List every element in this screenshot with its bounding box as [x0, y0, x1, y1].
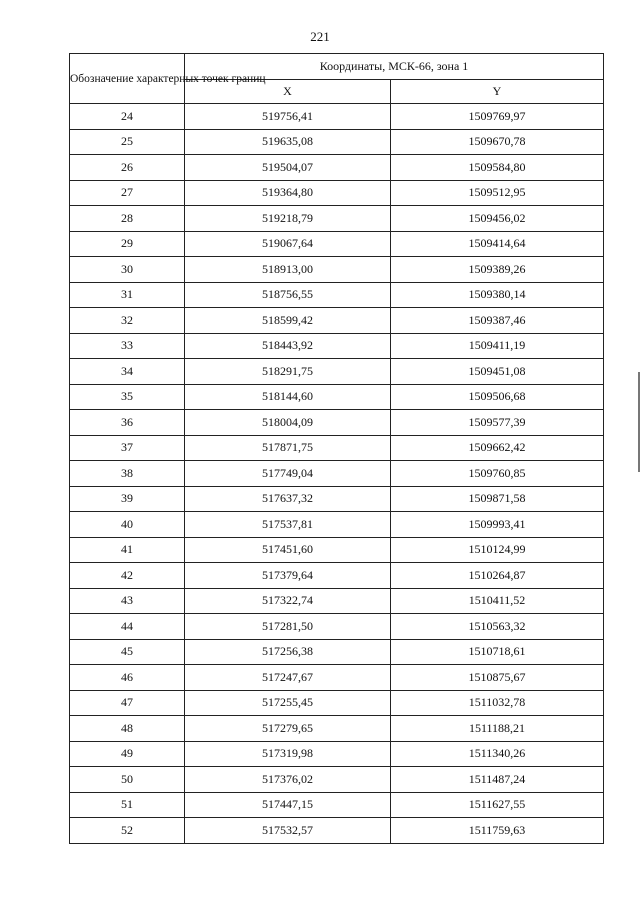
table-row	[70, 461, 604, 487]
page-number: 221	[310, 29, 330, 44]
x-coordinate-cell: 517255,45	[185, 690, 391, 716]
point-number-cell: 30	[70, 257, 185, 283]
x-coordinate-cell: 519635,08	[185, 129, 391, 155]
table-row	[70, 104, 604, 130]
point-number-cell: 39	[70, 486, 185, 512]
y-coordinate-cell: 1511032,78	[391, 690, 604, 716]
x-coordinate-cell: 517447,15	[185, 792, 391, 818]
x-coordinate-cell: 519756,41	[185, 104, 391, 130]
table-body	[70, 104, 604, 844]
point-number-cell: 48	[70, 716, 185, 742]
x-coordinate-cell: 517247,67	[185, 665, 391, 691]
x-coordinate-cell: 519504,07	[185, 155, 391, 181]
point-number-cell: 37	[70, 435, 185, 461]
point-number-cell: 52	[70, 818, 185, 844]
point-label-header: Обозначение характерных точек границ	[70, 54, 185, 104]
y-coordinate-cell: 1510718,61	[391, 639, 604, 665]
x-coordinate-cell: 517319,98	[185, 741, 391, 767]
table-row	[70, 767, 604, 793]
x-coordinate-cell: 517537,81	[185, 512, 391, 538]
table-row	[70, 665, 604, 691]
x-coordinate-cell: 518291,75	[185, 359, 391, 385]
table-row	[70, 588, 604, 614]
y-coordinate-cell: 1509506,68	[391, 384, 604, 410]
table-row	[70, 639, 604, 665]
x-coordinate-cell: 517376,02	[185, 767, 391, 793]
point-number-cell: 25	[70, 129, 185, 155]
table-row	[70, 512, 604, 538]
x-header: X	[185, 80, 391, 104]
x-coordinate-cell: 517281,50	[185, 614, 391, 640]
point-number-cell: 38	[70, 461, 185, 487]
x-coordinate-cell: 517637,32	[185, 486, 391, 512]
table-row	[70, 410, 604, 436]
table-row	[70, 741, 604, 767]
point-number-cell: 32	[70, 308, 185, 334]
x-coordinate-cell: 518443,92	[185, 333, 391, 359]
point-number-cell: 43	[70, 588, 185, 614]
table-row	[70, 359, 604, 385]
x-coordinate-cell: 517279,65	[185, 716, 391, 742]
point-number-cell: 29	[70, 231, 185, 257]
y-coordinate-cell: 1509380,14	[391, 282, 604, 308]
table-row	[70, 537, 604, 563]
table-row	[70, 257, 604, 283]
table-row	[70, 231, 604, 257]
y-coordinate-cell: 1509760,85	[391, 461, 604, 487]
y-coordinate-cell: 1509387,46	[391, 308, 604, 334]
point-number-cell: 44	[70, 614, 185, 640]
table-row	[70, 282, 604, 308]
point-number-cell: 27	[70, 180, 185, 206]
table-row	[70, 435, 604, 461]
table-row	[70, 563, 604, 589]
x-coordinate-cell: 518756,55	[185, 282, 391, 308]
point-number-cell: 28	[70, 206, 185, 232]
y-coordinate-cell: 1509577,39	[391, 410, 604, 436]
x-coordinate-cell: 517871,75	[185, 435, 391, 461]
y-coordinate-cell: 1509993,41	[391, 512, 604, 538]
y-coordinate-cell: 1509456,02	[391, 206, 604, 232]
point-number-cell: 31	[70, 282, 185, 308]
point-number-cell: 41	[70, 537, 185, 563]
x-coordinate-cell: 517451,60	[185, 537, 391, 563]
y-coordinate-cell: 1509389,26	[391, 257, 604, 283]
y-coordinate-cell: 1509414,64	[391, 231, 604, 257]
table-row	[70, 384, 604, 410]
x-coordinate-cell: 519067,64	[185, 231, 391, 257]
point-number-cell: 33	[70, 333, 185, 359]
point-number-cell: 24	[70, 104, 185, 130]
table-row	[70, 333, 604, 359]
y-coordinate-cell: 1511759,63	[391, 818, 604, 844]
x-coordinate-cell: 517256,38	[185, 639, 391, 665]
y-coordinate-cell: 1509662,42	[391, 435, 604, 461]
table-row	[70, 308, 604, 334]
x-coordinate-cell: 519218,79	[185, 206, 391, 232]
y-header: Y	[391, 80, 604, 104]
table-row	[70, 129, 604, 155]
point-number-cell: 49	[70, 741, 185, 767]
y-coordinate-cell: 1509512,95	[391, 180, 604, 206]
table-row	[70, 206, 604, 232]
table-row	[70, 180, 604, 206]
y-coordinate-cell: 1510124,99	[391, 537, 604, 563]
x-coordinate-cell: 518144,60	[185, 384, 391, 410]
y-coordinate-cell: 1511487,24	[391, 767, 604, 793]
y-coordinate-cell: 1509411,19	[391, 333, 604, 359]
point-number-cell: 50	[70, 767, 185, 793]
point-number-cell: 34	[70, 359, 185, 385]
table-row	[70, 486, 604, 512]
y-coordinate-cell: 1509871,58	[391, 486, 604, 512]
table-row	[70, 690, 604, 716]
y-coordinate-cell: 1509670,78	[391, 129, 604, 155]
point-number-cell: 51	[70, 792, 185, 818]
y-coordinate-cell: 1510411,52	[391, 588, 604, 614]
table-row	[70, 614, 604, 640]
table-row	[70, 818, 604, 844]
x-coordinate-cell: 518913,00	[185, 257, 391, 283]
x-coordinate-cell: 517749,04	[185, 461, 391, 487]
point-number-cell: 40	[70, 512, 185, 538]
table-row	[70, 155, 604, 181]
point-number-cell: 46	[70, 665, 185, 691]
x-coordinate-cell: 519364,80	[185, 180, 391, 206]
y-coordinate-cell: 1510563,32	[391, 614, 604, 640]
point-number-cell: 35	[70, 384, 185, 410]
point-number-cell: 26	[70, 155, 185, 181]
y-coordinate-cell: 1509451,08	[391, 359, 604, 385]
x-coordinate-cell: 517532,57	[185, 818, 391, 844]
header-row-1	[70, 54, 604, 80]
y-coordinate-cell: 1511340,26	[391, 741, 604, 767]
y-coordinate-cell: 1509584,80	[391, 155, 604, 181]
x-coordinate-cell: 518599,42	[185, 308, 391, 334]
coordinates-table	[69, 53, 604, 844]
y-coordinate-cell: 1511188,21	[391, 716, 604, 742]
point-number-cell: 42	[70, 563, 185, 589]
table-header	[70, 54, 604, 104]
y-coordinate-cell: 1509769,97	[391, 104, 604, 130]
y-coordinate-cell: 1510264,87	[391, 563, 604, 589]
x-coordinate-cell: 518004,09	[185, 410, 391, 436]
point-number-cell: 47	[70, 690, 185, 716]
point-number-cell: 36	[70, 410, 185, 436]
y-coordinate-cell: 1511627,55	[391, 792, 604, 818]
table-row	[70, 716, 604, 742]
point-number-cell: 45	[70, 639, 185, 665]
y-coordinate-cell: 1510875,67	[391, 665, 604, 691]
x-coordinate-cell: 517322,74	[185, 588, 391, 614]
x-coordinate-cell: 517379,64	[185, 563, 391, 589]
coords-header: Координаты, МСК-66, зона 1	[185, 54, 604, 80]
table-row	[70, 792, 604, 818]
